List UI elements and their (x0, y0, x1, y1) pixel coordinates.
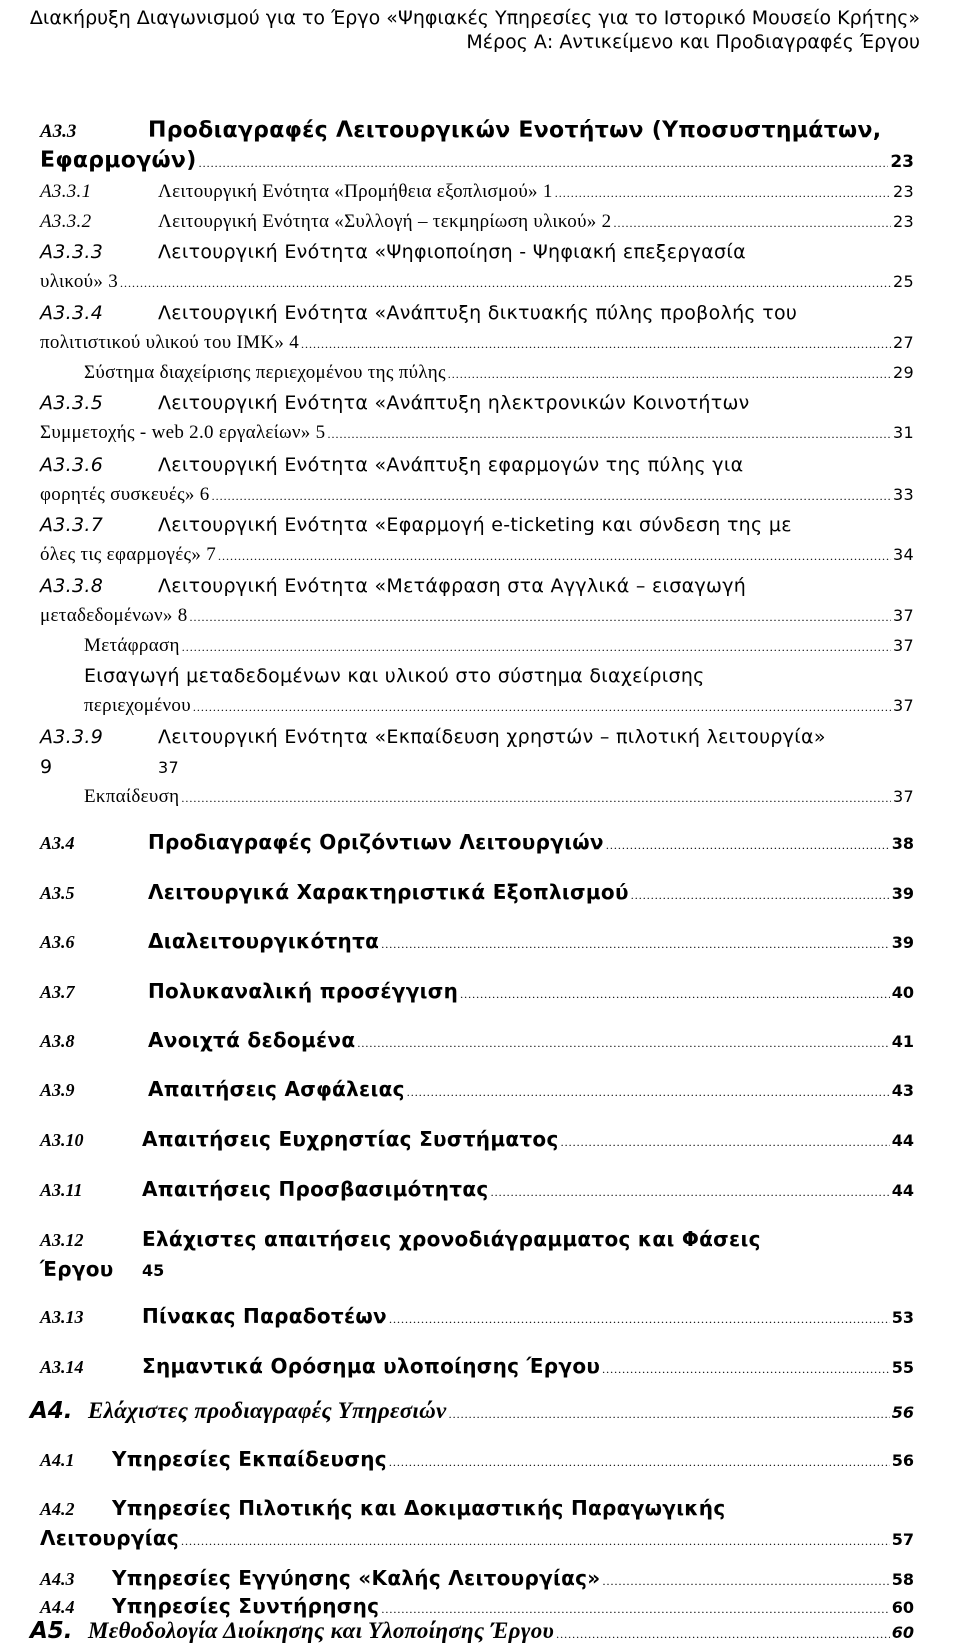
toc-title: Λειτουργική Ενότητα «Ανάπτυξη εφαρμογών της πύλης για (158, 454, 744, 476)
toc-title: Λειτουργική Ενότητα «Συλλογή – τεκμηρίωση υλικού» 2 (158, 211, 612, 232)
toc-page: 27 (893, 333, 914, 352)
toc-title: Συμμετοχής - web 2.0 εργαλείων» 5 (40, 422, 326, 443)
toc-title: Λειτουργική Ενότητα «Ψηφιοποίηση - Ψηφιακή επεξεργασία (158, 241, 746, 263)
toc-number: Α3.3 (40, 121, 77, 142)
toc-page: 37 (893, 606, 914, 625)
toc-number: Α3.3.3 (40, 241, 104, 263)
toc-title: όλες τις εφαρμογές» 7 (40, 544, 217, 565)
toc-title: Υπηρεσίες Συντήρησης (112, 1594, 380, 1618)
toc-entry-a4-2-cont[interactable] (40, 1526, 914, 1550)
toc-title: περιεχομένου (84, 695, 191, 716)
toc-title: Υπηρεσίες Εκπαίδευσης (112, 1447, 387, 1471)
toc-page: 23 (893, 212, 914, 231)
toc-number: Α3.5 (40, 883, 75, 903)
toc-title: Ανοιχτά δεδομένα (148, 1028, 356, 1052)
toc-title: Προδιαγραφές Λειτουργικών Ενοτήτων (Υποσυστημάτων, (148, 118, 882, 143)
toc-number: Α3.3.5 (40, 392, 104, 414)
toc-number: Α3.9 (40, 1080, 75, 1100)
toc-page: 56 (891, 1451, 914, 1470)
toc-title: Ελάχιστες απαιτήσεις χρονοδιάγραμματος και Φάσεις (142, 1227, 761, 1251)
toc-page: 45 (142, 1261, 165, 1280)
toc-page: 33 (893, 485, 914, 504)
toc-number: Α3.3.8 (40, 575, 104, 597)
toc-page: 29 (893, 363, 914, 382)
toc-title: Πίνακας Παραδοτέων (142, 1304, 387, 1328)
toc-page: 60 (891, 1623, 914, 1642)
toc-title: Σημαντικά Ορόσημα υλοποίησης Έργου (142, 1354, 601, 1378)
toc-page: 57 (891, 1530, 914, 1549)
toc-page: 37 (158, 758, 179, 777)
toc-entry-a4[interactable] (30, 1398, 914, 1424)
toc-entry-a3-3-4[interactable] (40, 302, 797, 324)
toc-page: 44 (891, 1131, 914, 1150)
header-part-title: Μέρος Α: Αντικείμενο και Προδιαγραφές Έργου (466, 31, 920, 53)
toc-number: Α3.3.6 (40, 454, 104, 476)
toc-number: Α3.4 (40, 833, 75, 853)
toc-entry-a3-3-5[interactable] (40, 392, 750, 414)
toc-page: 56 (891, 1403, 914, 1422)
toc-entry-a3-3-6-cont[interactable] (40, 484, 914, 506)
toc-number: Α4.1 (40, 1450, 75, 1470)
toc-number: Α3.14 (40, 1357, 84, 1377)
toc-title: φορητές συσκευές» 6 (40, 484, 210, 505)
toc-entry-a3-13[interactable] (40, 1304, 914, 1328)
toc-entry-a3-5[interactable] (40, 880, 914, 904)
toc-title: Λειτουργική Ενότητα «Μετάφραση στα Αγγλικά – εισαγωγή (158, 575, 747, 597)
toc-title: Διαλειτουργικότητα (148, 929, 380, 953)
toc-page: 37 (893, 787, 914, 806)
toc-entry-a3-3-7-cont[interactable] (40, 544, 914, 566)
toc-title: Λειτουργικά Χαρακτηριστικά Εξοπλισμού (148, 880, 629, 904)
toc-number: Α3.11 (40, 1180, 83, 1200)
toc-entry-a3-3-6[interactable] (40, 454, 743, 476)
toc-title: Λειτουργική Ενότητα «Εφαρμογή e-ticketing και σύνδεση της με (158, 514, 792, 536)
toc-page: 39 (891, 884, 914, 903)
toc-entry-a4-4[interactable] (40, 1594, 914, 1618)
toc-entry-a3-12-cont[interactable] (40, 1257, 164, 1281)
toc-title: 9 (40, 756, 53, 778)
toc-title: Λειτουργική Ενότητα «Εκπαίδευση χρηστών – πιλοτική λειτουργία» (158, 726, 826, 748)
toc-page: 44 (891, 1181, 914, 1200)
toc-number: Α4. (30, 1398, 73, 1424)
toc-entry-import[interactable] (84, 665, 705, 687)
toc-number: Α3.3.1 (40, 181, 92, 202)
toc-entry-a3-7[interactable] (40, 979, 914, 1003)
toc-entry-a4-1[interactable] (40, 1447, 914, 1471)
toc-entry-a3-14[interactable] (40, 1354, 914, 1378)
toc-title: Σύστημα διαχείρισης περιεχομένου της πύλης (84, 362, 446, 383)
toc-entry-a4-2[interactable] (40, 1496, 726, 1520)
toc-title: Υπηρεσίες Πιλοτικής και Δοκιμαστικής Παραγωγικής (112, 1496, 726, 1520)
toc-page: 37 (893, 636, 914, 655)
toc-page: 34 (893, 545, 914, 564)
toc-number: Α4.4 (40, 1597, 75, 1617)
toc-number: Α3.7 (40, 982, 75, 1002)
toc-entry-a3-9[interactable] (40, 1077, 914, 1101)
toc-entry-a3-3-8[interactable] (40, 575, 746, 597)
toc-entry-a3-3-1[interactable] (40, 181, 914, 203)
toc-title: Εφαρμογών) (40, 148, 197, 173)
toc-entry-a3-3-3-cont[interactable] (40, 271, 914, 293)
toc-entry-a3-3-7[interactable] (40, 514, 792, 536)
header-document-title: Διακήρυξη Διαγωνισμού για το Έργο «Ψηφιακές Υπηρεσίες για το Ιστορικό Μουσείο Κρήτης» (29, 7, 920, 29)
toc-title: Προδιαγραφές Οριζόντιων Λειτουργιών (148, 830, 604, 854)
toc-entry-translation[interactable] (84, 635, 914, 657)
toc-entry-a3-12[interactable] (40, 1227, 761, 1251)
toc-entry-a3-3-5-cont[interactable] (40, 422, 914, 444)
toc-title: Λειτουργίας (40, 1526, 180, 1550)
toc-entry-a3-3-8-cont[interactable] (40, 605, 914, 627)
toc-number: Α4.3 (40, 1569, 75, 1589)
toc-entry-a3-3-2[interactable] (40, 211, 914, 233)
toc-page: 23 (893, 182, 914, 201)
toc-page: 43 (891, 1081, 914, 1100)
toc-page: 25 (893, 272, 914, 291)
toc-page: 53 (891, 1308, 914, 1327)
toc-number: Α3.3.7 (40, 514, 104, 536)
toc-number: Α3.6 (40, 932, 75, 952)
toc-page: 23 (890, 152, 914, 172)
toc-title: Λειτουργική Ενότητα «Ανάπτυξη ηλεκτρονικών Κοινοτήτων (158, 392, 750, 414)
toc-entry-a3-4[interactable] (40, 830, 914, 854)
toc-title: Έργου (40, 1257, 114, 1281)
toc-title: Λειτουργική Ενότητα «Ανάπτυξη δικτυακής πύλης προβολής του (158, 302, 798, 324)
toc-title: Εισαγωγή μεταδεδομένων και υλικού στο σύστημα διαχείρισης (84, 665, 705, 687)
toc-page: 38 (891, 834, 914, 853)
toc-entry-import-cont[interactable] (84, 695, 914, 717)
toc-page: 60 (891, 1598, 914, 1617)
toc-number: Α3.3.2 (40, 211, 92, 232)
toc-title: Ελάχιστες προδιαγραφές Υπηρεσιών (88, 1398, 447, 1423)
toc-page: 41 (891, 1032, 914, 1051)
toc-entry-a3-3-9-cont[interactable] (40, 756, 179, 778)
toc-page: 39 (891, 933, 914, 952)
toc-entry-training[interactable] (84, 786, 914, 808)
toc-number: Α3.8 (40, 1031, 75, 1051)
toc-page: 40 (891, 983, 914, 1002)
toc-entry-a4-3[interactable] (40, 1566, 914, 1590)
toc-title: Απαιτήσεις Προσβασιμότητας (142, 1177, 489, 1201)
toc-entry-cms[interactable] (84, 362, 914, 384)
toc-number: Α3.3.9 (40, 726, 104, 748)
toc-entry-a3-8[interactable] (40, 1028, 914, 1052)
toc-title: Εκπαίδευση (84, 786, 180, 807)
toc-page: 31 (893, 423, 914, 442)
toc-number: Α5. (30, 1618, 73, 1644)
toc-title: Απαιτήσεις Ασφάλειας (148, 1077, 405, 1101)
toc-number: Α4.2 (40, 1499, 75, 1519)
toc-title: υλικού» 3 (40, 271, 119, 292)
toc-title: Λειτουργική Ενότητα «Προμήθεια εξοπλισμού» 1 (158, 181, 553, 202)
toc-page: 55 (891, 1358, 914, 1377)
toc-entry-a3-3-9[interactable] (40, 726, 826, 748)
toc-entry-a3-3[interactable] (40, 118, 881, 143)
toc-number: Α3.12 (40, 1230, 84, 1250)
toc-number: Α3.13 (40, 1307, 84, 1327)
toc-page: 58 (891, 1570, 914, 1589)
toc-entry-a3-3-cont[interactable] (40, 148, 914, 173)
toc-entry-a3-3-3[interactable] (40, 241, 746, 263)
toc-entry-a3-6[interactable] (40, 929, 914, 953)
toc-page: 37 (893, 696, 914, 715)
toc-title: Μετάφραση (84, 635, 180, 656)
toc-number: Α3.3.4 (40, 302, 104, 324)
toc-title: Πολυκαναλική προσέγγιση (148, 979, 459, 1003)
toc-title: Μεθοδολογία Διοίκησης και Υλοποίησης Έργου (88, 1618, 555, 1643)
toc-entry-a5[interactable] (30, 1618, 914, 1644)
toc-title: πολιτιστικού υλικού του ΙΜΚ» 4 (40, 332, 300, 353)
toc-entry-a3-11[interactable] (40, 1177, 914, 1201)
toc-entry-a3-10[interactable] (40, 1127, 914, 1151)
toc-title: μεταδεδομένων» 8 (40, 605, 188, 626)
toc-entry-a3-3-4-cont[interactable] (40, 332, 914, 354)
toc-number: Α3.10 (40, 1130, 84, 1150)
toc-title: Απαιτήσεις Ευχρηστίας Συστήματος (142, 1127, 559, 1151)
toc-title: Υπηρεσίες Εγγύησης «Καλής Λειτουργίας» (112, 1566, 601, 1590)
